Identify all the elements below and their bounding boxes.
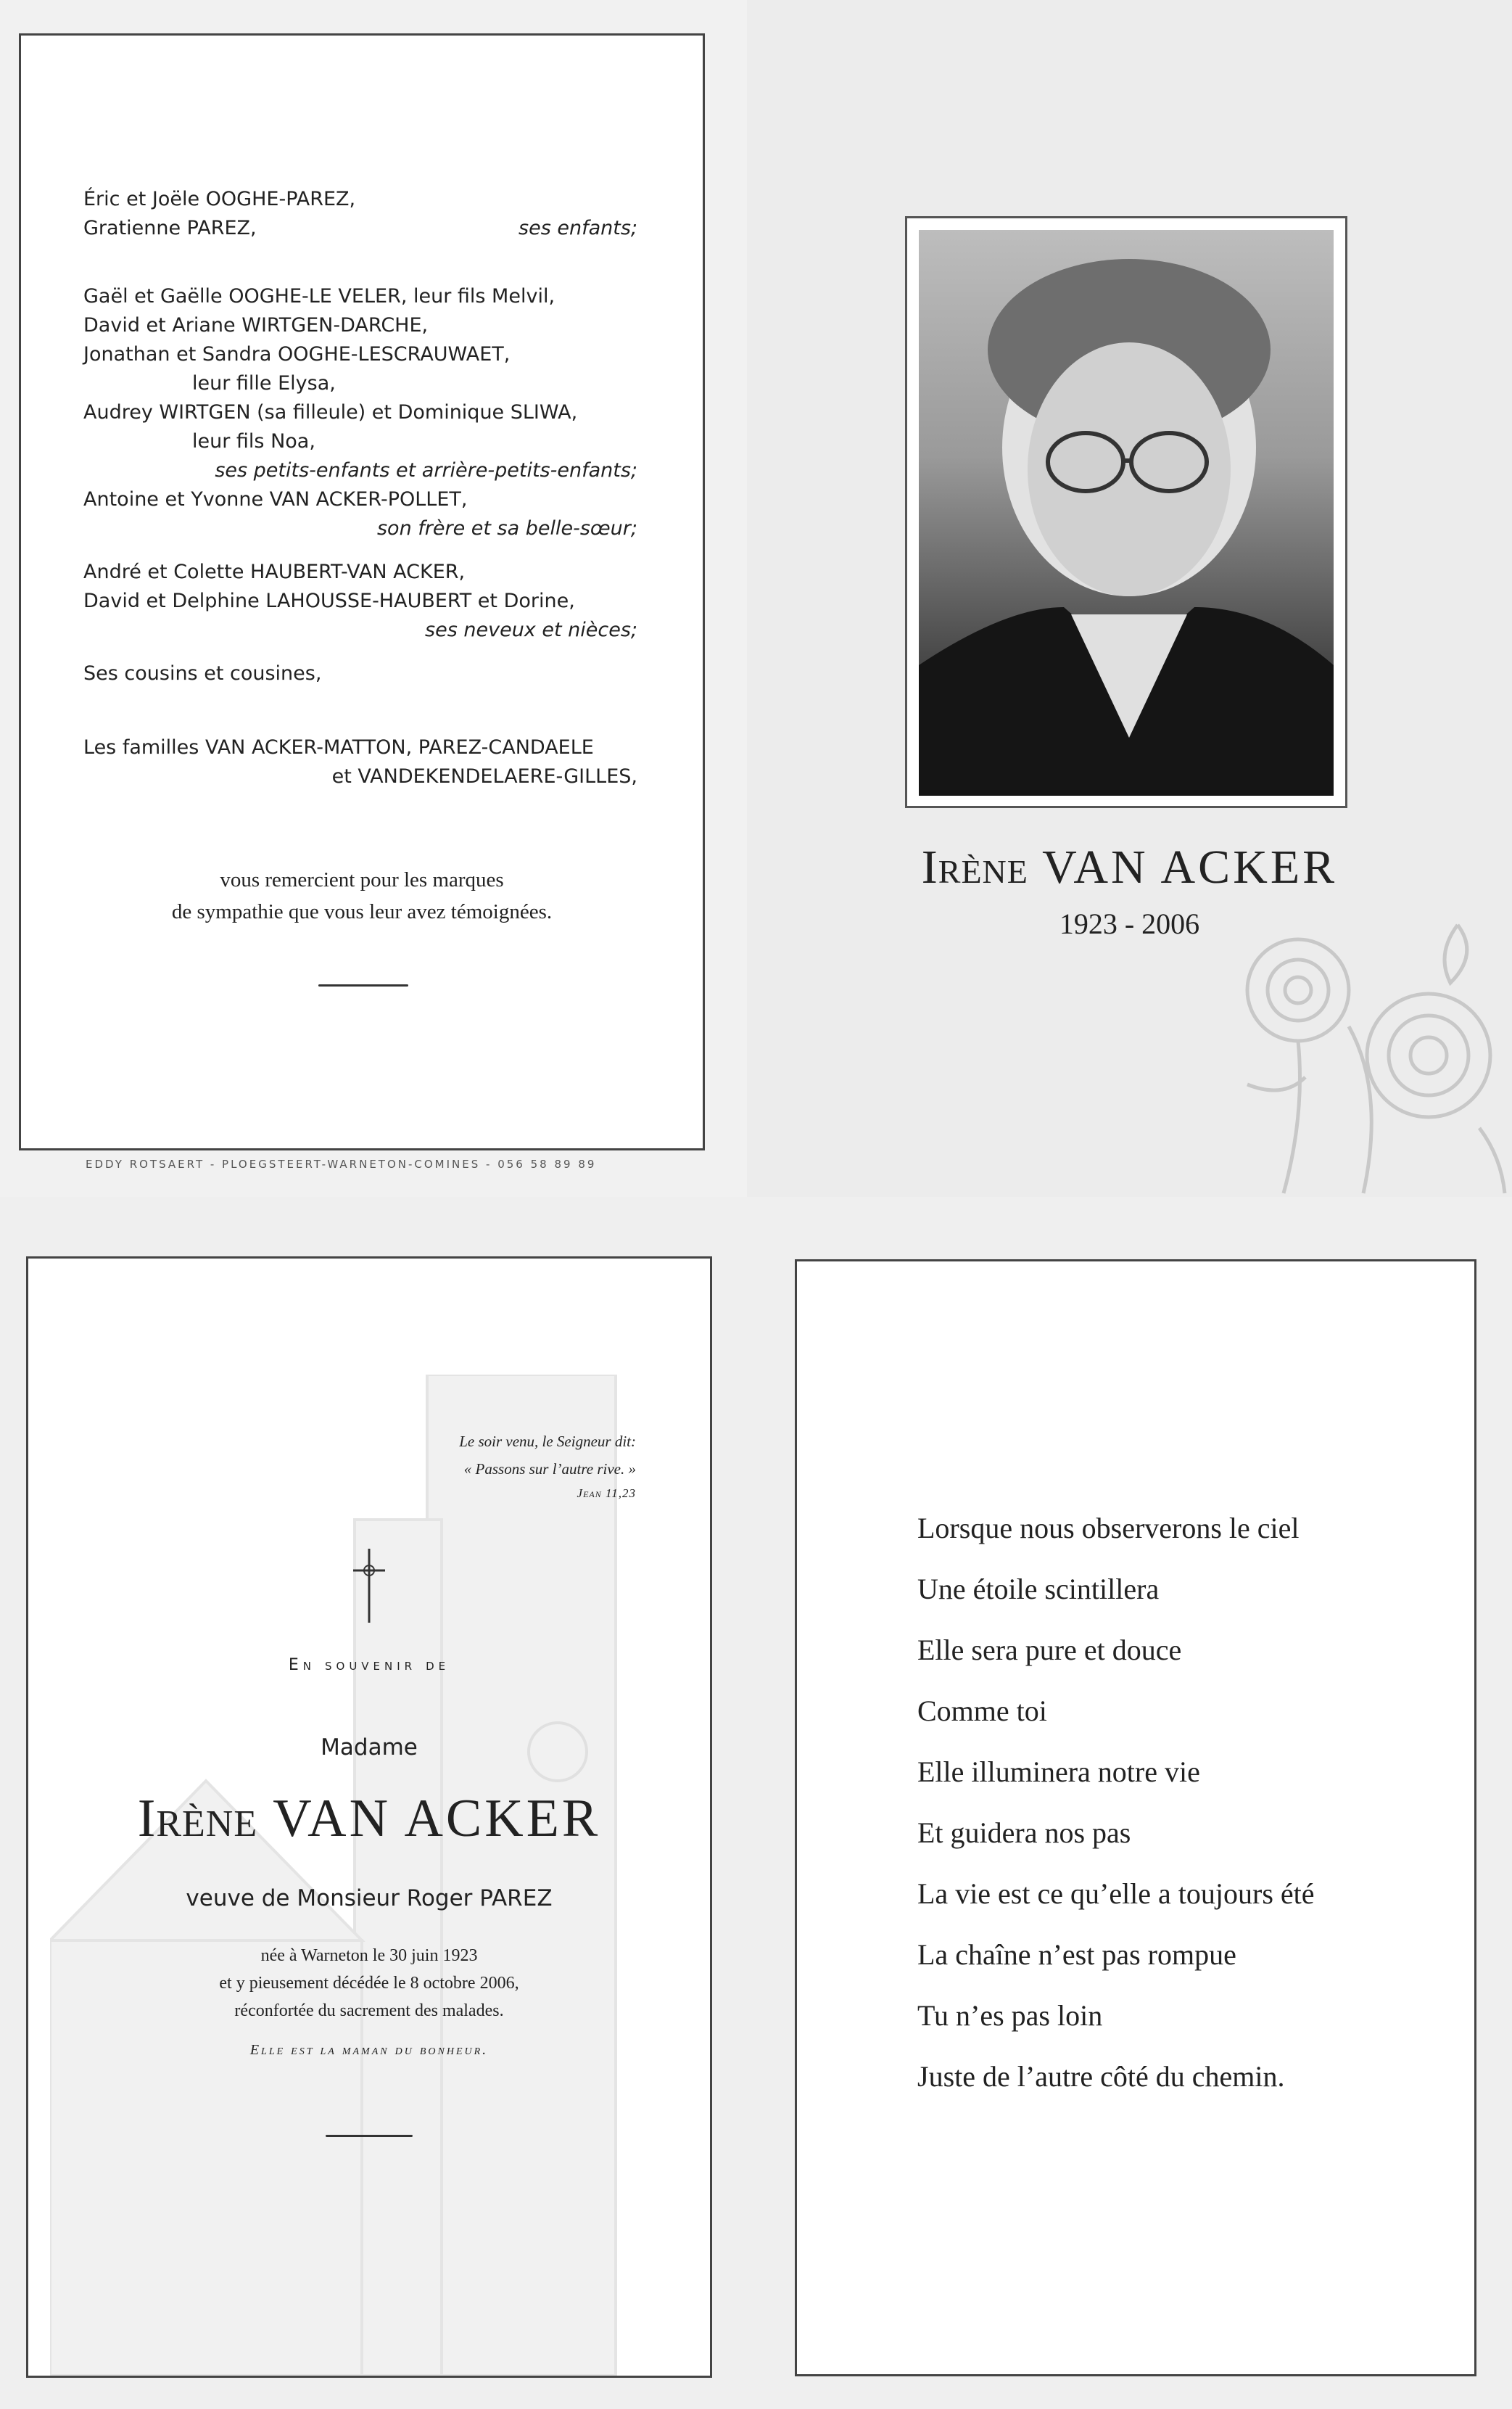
quote-line-2: « Passons sur l’autre rive. »: [463, 1460, 636, 1478]
poem-line: Et guidera nos pas: [917, 1816, 1131, 1849]
cross-icon: [349, 1546, 389, 1626]
thanks-line-2: de sympathie que vous leur avez témoignées.: [171, 900, 553, 923]
widow-line: veuve de Monsieur Roger PAREZ: [186, 1885, 553, 1911]
family-line: Ses cousins et cousines,: [83, 662, 322, 685]
sacrament-line: réconfortée du sacrement des malades.: [234, 2001, 504, 2020]
family-line: ses neveux et nièces;: [425, 619, 637, 641]
memorial-card: [26, 1256, 712, 2378]
family-line: Antoine et Yvonne VAN ACKER-POLLET,: [83, 488, 468, 511]
quote-line-1: Le soir venu, le Seigneur dit:: [459, 1433, 636, 1450]
family-line: Jonathan et Sandra OOGHE-LESCRAUWAET,: [83, 343, 511, 366]
family-line: leur fils Noa,: [192, 430, 315, 453]
family-line: David et Ariane WIRTGEN-DARCHE,: [83, 314, 429, 337]
family-line: Gaël et Gaëlle OOGHE-LE VELER, leur fils Melvil,: [83, 285, 555, 308]
family-role: ses enfants;: [519, 217, 637, 239]
ornament-divider: [326, 2135, 413, 2137]
cover-years: 1923 - 2006: [1059, 907, 1200, 940]
printer-credit: EDDY ROTSAERT - PLOEGSTEERT-WARNETON-COMINES - 056 58 89 89: [86, 1158, 597, 1171]
family-line: Gratienne PAREZ,: [83, 217, 257, 239]
rose-decoration-icon: [1218, 910, 1512, 1197]
ornament-divider: [318, 984, 408, 987]
deceased-last-name: VAN ACKER: [273, 1789, 601, 1848]
cover-first-name: Irène: [921, 841, 1028, 894]
family-line: André et Colette HAUBERT-VAN ACKER,: [83, 561, 466, 583]
poem-card: [795, 1259, 1476, 2376]
family-line: leur fille Elysa,: [192, 372, 336, 395]
family-line: Audrey WIRTGEN (sa filleule) et Dominique SLIWA,: [83, 401, 578, 424]
portrait-figure-icon: [919, 230, 1334, 796]
church-background-icon: [50, 1375, 688, 2376]
photo-frame: [905, 216, 1347, 808]
thanks-line-1: vous remercient pour les marques: [220, 868, 504, 891]
poem-line: Elle illuminera notre vie: [917, 1755, 1200, 1788]
family-line: son frère et sa belle-sœur;: [376, 517, 637, 540]
family-line: Les familles VAN ACKER-MATTON, PAREZ-CANDAELE: [83, 736, 594, 759]
cover-name: [747, 840, 1512, 895]
thanks-card: [19, 33, 705, 1150]
family-line: David et Delphine LAHOUSSE-HAUBERT et Dorine,: [83, 590, 575, 612]
cover-last-name: VAN ACKER: [1042, 841, 1338, 894]
poem-line: Lorsque nous observerons le ciel: [917, 1512, 1300, 1544]
deceased-first-name: Irène: [137, 1789, 258, 1848]
poem-line: La chaîne n’est pas rompue: [917, 1938, 1236, 1971]
deceased-name: [28, 1788, 710, 1850]
family-line: Éric et Joële OOGHE-PAREZ,: [83, 188, 356, 210]
poem-line: Tu n’es pas loin: [917, 1999, 1103, 2032]
madame-label: Madame: [321, 1734, 418, 1761]
birth-line: née à Warneton le 30 juin 1923: [260, 1946, 478, 1965]
poem-line: La vie est ce qu’elle a toujours été: [917, 1877, 1315, 1910]
family-line: ses petits-enfants et arrière-petits-enfants;: [215, 459, 637, 482]
poem-line: Elle sera pure et douce: [917, 1634, 1182, 1666]
motto-line: Elle est la maman du bonheur.: [249, 2042, 489, 2058]
souvenir-heading: En souvenir de: [288, 1656, 450, 1674]
poem-line: Comme toi: [917, 1694, 1047, 1727]
quote-reference: Jean 11,23: [577, 1486, 636, 1500]
portrait-photo: [919, 230, 1334, 796]
death-line: et y pieusement décédée le 8 octobre 2006,: [219, 1974, 519, 1993]
family-line: et VANDEKENDELAERE-GILLES,: [331, 765, 637, 788]
poem-line: Juste de l’autre côté du chemin.: [917, 2060, 1285, 2093]
poem-line: Une étoile scintillera: [917, 1573, 1160, 1605]
